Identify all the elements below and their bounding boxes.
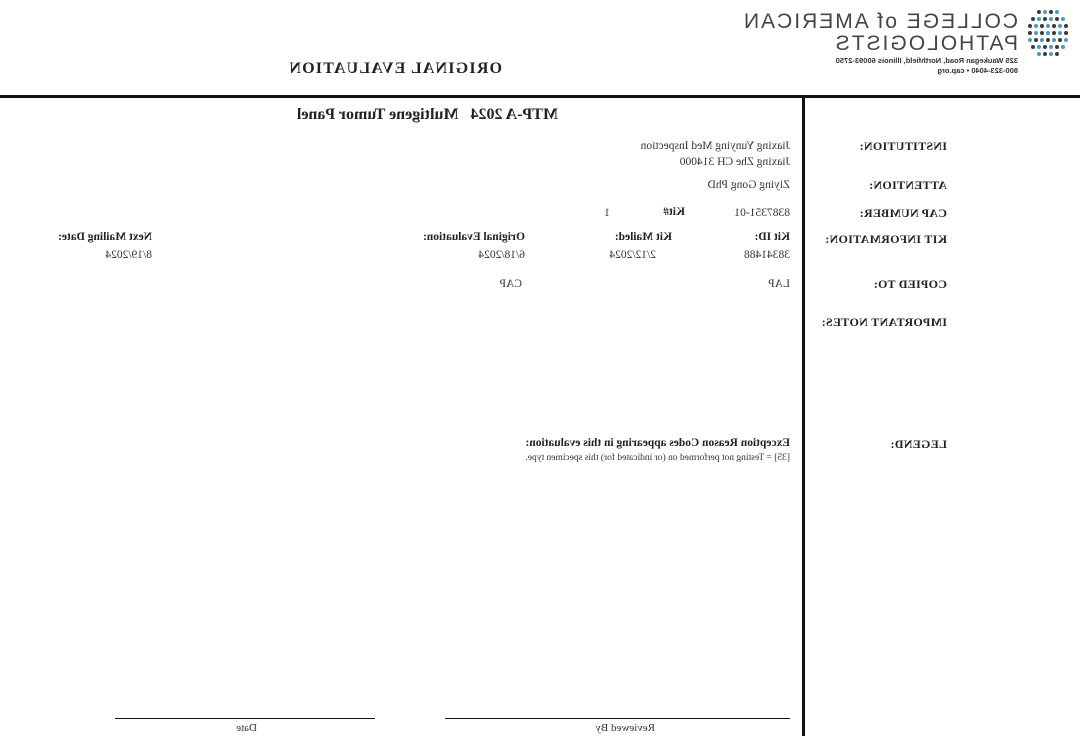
logo-dot <box>1061 45 1065 49</box>
logo-dot <box>1037 52 1041 56</box>
logo-dot <box>1052 38 1056 42</box>
kit-mailed-header: Kit Mailed: <box>614 231 672 243</box>
logo-dot <box>1052 31 1056 35</box>
logo-contact: 800-323-4040 • cap.org <box>937 66 1018 75</box>
logo-dot <box>1043 52 1047 56</box>
logo-line2: PATHOLOGISTS <box>833 32 1018 55</box>
legend-label: LEGEND: <box>890 437 947 451</box>
logo-dot <box>1031 17 1035 21</box>
logo-dot <box>1055 10 1059 14</box>
copied-to-lap: LAP <box>768 278 790 290</box>
legend-heading: Exception Reason Codes appearing in this evaluation: <box>525 437 790 449</box>
reviewed-by-line <box>445 718 790 719</box>
logo-dot <box>1055 45 1059 49</box>
logo-dot <box>1058 38 1062 42</box>
kit-id-value: 38341488 <box>744 249 790 261</box>
logo-line1: COLLEGE of AMERICAN <box>741 10 1018 33</box>
institution-name: Jiaxing Yunying Med Inspection <box>640 140 790 152</box>
original-evaluation-value: 6/18/2024 <box>478 249 525 261</box>
dot-matrix-icon <box>1028 10 1068 60</box>
logo-dot <box>1028 24 1032 28</box>
logo-dot <box>1034 38 1038 42</box>
date-label: Date <box>236 722 257 734</box>
logo-dot <box>1064 31 1068 35</box>
kit-number-value: 1 <box>604 207 610 219</box>
logo-dot <box>1058 31 1062 35</box>
copied-to-label: COPIED TO: <box>873 277 947 291</box>
logo-dot <box>1064 38 1068 42</box>
logo-dot <box>1055 52 1059 56</box>
kit-information-label: KIT INFORMATION: <box>824 232 947 246</box>
column-divider <box>802 95 805 736</box>
logo-dot <box>1064 24 1068 28</box>
attention-label: ATTENTION: <box>868 178 947 192</box>
kit-id-header: Kit ID: <box>754 231 790 243</box>
logo-dot <box>1046 31 1050 35</box>
logo-dot <box>1046 24 1050 28</box>
logo-dot <box>1040 24 1044 28</box>
logo-dot <box>1037 17 1041 21</box>
logo-dot <box>1046 38 1050 42</box>
cap-logo <box>1028 10 1068 60</box>
logo-dot <box>1052 24 1056 28</box>
institution-address: Jiaxing Zhe CH 314000 <box>679 156 790 168</box>
next-mailing-value: 8/19/2024 <box>105 249 152 261</box>
logo-dot <box>1043 17 1047 21</box>
header-rule <box>0 95 1080 98</box>
logo-dot <box>1037 10 1041 14</box>
logo-dot <box>1049 45 1053 49</box>
logo-dot <box>1058 24 1062 28</box>
logo-dot <box>1037 45 1041 49</box>
logo-dot <box>1049 17 1053 21</box>
logo-dot <box>1055 17 1059 21</box>
program-title: MTP-A 2024 Multigene Tumor Panel <box>296 106 558 123</box>
legend-code: [35] = Testing not performed on (or indicated for) this specimen type. <box>525 453 790 463</box>
report-title: ORIGINAL EVALUATION <box>288 60 502 77</box>
logo-dot <box>1034 31 1038 35</box>
important-notes-label: IMPORTANT NOTES: <box>821 315 947 329</box>
kit-number-label: Kit# <box>663 206 685 218</box>
logo-dot <box>1040 38 1044 42</box>
logo-address: 325 Waukegan Road, Northfield, Illinois 60093-2750 <box>835 56 1018 65</box>
logo-dot <box>1028 31 1032 35</box>
kit-mailed-value: 2/12/2024 <box>609 249 656 261</box>
date-line <box>115 718 375 719</box>
copied-to-cap: CAP <box>499 278 522 290</box>
attention-value: Ziying Gong PhD <box>707 179 790 191</box>
institution-label: INSTITUTION: <box>859 139 947 153</box>
next-mailing-header: Next Mailing Date: <box>58 231 152 243</box>
original-evaluation-header: Original Evaluation: <box>423 231 525 243</box>
logo-dot <box>1061 17 1065 21</box>
cap-number-label: CAP NUMBER: <box>859 206 947 220</box>
logo-dot <box>1034 24 1038 28</box>
cap-number-value: 8387351-01 <box>734 207 790 219</box>
logo-dot <box>1043 10 1047 14</box>
logo-dot <box>1031 45 1035 49</box>
logo-dot <box>1049 10 1053 14</box>
logo-dot <box>1040 31 1044 35</box>
logo-dot <box>1043 45 1047 49</box>
reviewed-by-label: Reviewed By <box>595 722 655 734</box>
logo-dot <box>1049 52 1053 56</box>
logo-dot <box>1028 38 1032 42</box>
